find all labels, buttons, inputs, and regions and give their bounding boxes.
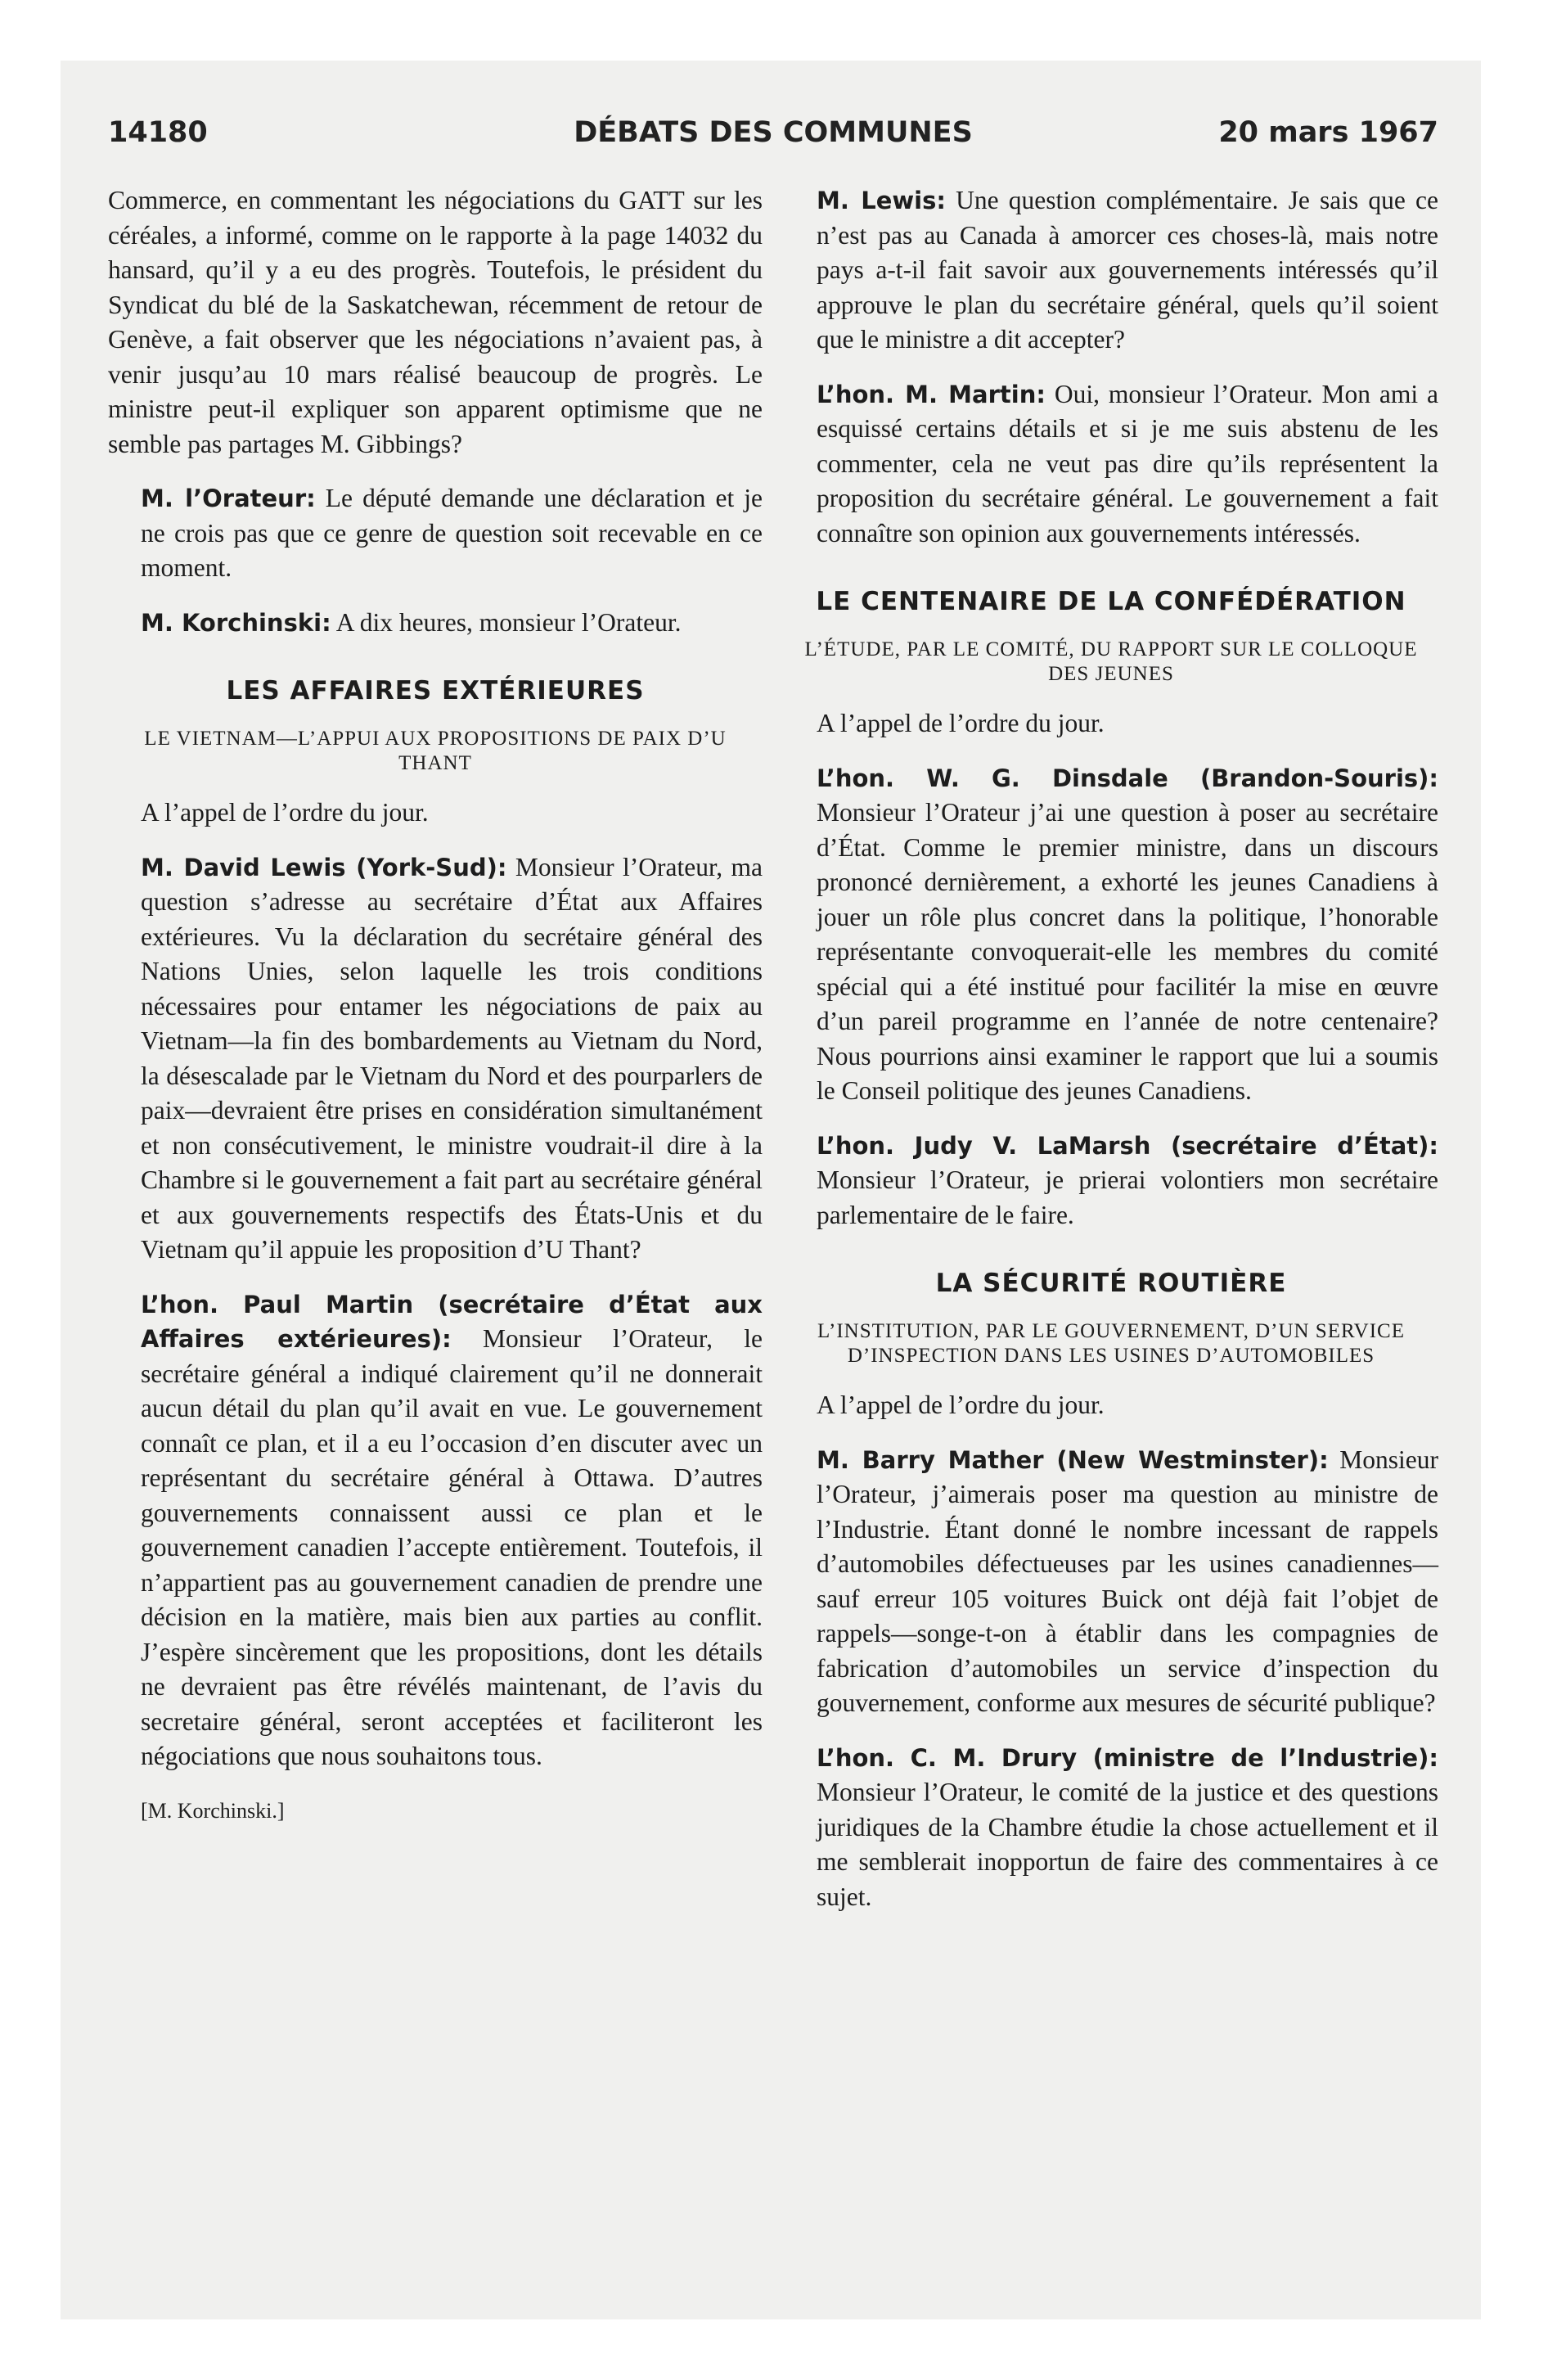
page-header <box>108 116 1438 157</box>
speaker-name: M. Korchinski: <box>141 608 331 637</box>
speaker-name: M. David Lewis (York-Sud): <box>141 853 507 881</box>
section-subtitle: LE VIETNAM—L’APPUI AUX PROPOSITIONS DE PAIX D’U THANT <box>144 728 727 774</box>
speaker-name: M. Lewis: <box>817 187 946 214</box>
speaker-name: M. Barry Mather (New Westminster): <box>817 1445 1329 1474</box>
speech: L’hon. Paul Martin (secrétaire d’État aux Affaires extérieures): Monsieur l’Orateur, le secrétaire général a indiqué clairement qu’il ne donnerait aucun détail du plan qu’il avait en vue. Le gouvernement connaît ce plan, et il a eu l’occasion d’en discuter avec un représentant du secrétaire général à Ottawa. D’autres gouvernements connaissent aussi ce plan et le gouvernement canadien l’accepte entièrement. Toutefois, il n’appartient pas au gouvernement canadien de prendre une décision en la matière, mais bien aux parties au conflit. J’espère sincèrement que les propositions, dont les détails ne devraient pas être révélés maintenant, de l’avis du secretaire général, seront acceptées et faciliteront les négociations que nous souhaitons tous. <box>141 1290 763 1770</box>
speaker-name: L’hon. Judy V. LaMarsh (secrétaire d’État): <box>817 1131 1438 1160</box>
order-of-day: A l’appel de l’ordre du jour. <box>817 709 1105 737</box>
speech: L’hon. C. M. Drury (ministre de l’Industrie): Monsieur l’Orateur, le comité de la justice et des questions juridiques de la Chambre étudie la chose actuellement et il me semblerait inopportun de faire des commentaires à ce sujet. <box>817 1743 1438 1911</box>
left-column <box>108 183 763 1828</box>
section-subtitle: L’INSTITUTION, PAR LE GOUVERNEMENT, D’UN SERVICE D’INSPECTION DANS LES USINES D’AUTOMOBILES <box>817 1320 1405 1367</box>
section-title: LES AFFAIRES EXTÉRIEURES <box>226 676 645 705</box>
section-title: LA SÉCURITÉ ROUTIÈRE <box>935 1269 1287 1298</box>
speech: M. l’Orateur: Le député demande une déclaration et je ne crois pas que ce genre de question soit recevable en ce moment. <box>141 484 763 582</box>
speaker-name: M. l’Orateur: <box>141 485 316 512</box>
speech: M. Barry Mather (New Westminster): Monsieur l’Orateur, j’aimerais poser ma question au ministre de l’Industrie. Étant donné le nombre incessant de rappels d’automobiles défectueuses par les usines canadiennes—sauf erreur 105 voitures Buick ont déjà fait l’objet de rappels—songe-t-on à établir dans les compagnies de fabrication d’automobiles un service d’inspection du gouvernement, conforme aux mesures de sécurité publique? <box>817 1445 1438 1717</box>
speech: L’hon. W. G. Dinsdale (Brandon-Souris): Monsieur l’Orateur j’ai une question à poser au secrétaire d’État. Comme le premier ministre, dans un discours prononcé dernièrement, a exhorté les jeunes Canadiens à jouer un rôle plus concret dans la politique, l’honorable représentante convoquerait-elle les membres du comité spécial qui a été institué pour facilitér la mise en œuvre d’un pareil programme en l’année de notre centenaire? Nous pourrions ainsi examiner le rapport que lui a soumis le Conseil politique des jeunes Canadiens. <box>817 764 1438 1105</box>
section-title: LE CENTENAIRE DE LA CONFÉDÉRATION <box>816 587 1406 616</box>
speaker-name: L’hon. Paul Martin (secrétaire d’État aux Affaires extérieures): <box>141 1290 763 1353</box>
speech: M. Korchinski: A dix heures, monsieur l’Orateur. <box>141 607 682 637</box>
hansard-page <box>61 61 1481 2319</box>
section-subtitle: L’ÉTUDE, PAR LE COMITÉ, DU RAPPORT SUR LE COLLOQUE DES JEUNES <box>804 638 1418 685</box>
right-column <box>784 183 1438 1934</box>
speaker-name: L’hon. W. G. Dinsdale (Brandon-Souris): <box>817 764 1438 792</box>
order-of-day: A l’appel de l’ordre du jour. <box>817 1391 1105 1419</box>
speech: M. David Lewis (York-Sud): Monsieur l’Orateur, ma question s’adresse au secrétaire d’État aux Affaires extérieures. Vu la déclaration du secrétaire général des Nations Unies, selon laquelle les trois conditions nécessaires pour entamer les négociations de paix au Vietnam—la fin des bombardements au Vietnam du Nord, la désescalade par le Vietnam du Nord et des pourparlers de paix—devraient être prises en considération simultanément et non consécutivement, le ministre voudrait-il dire à la Chambre si le gouvernement a fait part au secrétaire général et aux gouvernements respectifs des États-Unis et du Vietnam qu’il appuie les proposition d’U Thant? <box>141 852 763 1264</box>
order-of-day: A l’appel de l’ordre du jour. <box>141 798 429 827</box>
publication-title: DÉBATS DES COMMUNES <box>574 116 973 149</box>
paragraph: Commerce, en commentant les négociations du GATT sur les céréales, a informé, comme on le rapporte à la page 14032 du hansard, qu’il y a eu des progrès. Toutefois, le président du Syndicat du blé de la Saskatchewan, récemment de retour de Genève, a fait observer que les négociations n’avaient pas, à venir jusqu’au 10 mars réalisé beaucoup de progrès. Le ministre peut-il expliquer son apparent optimisme que ne semble pas partages M. Gibbings? <box>108 186 763 458</box>
speech: L’hon. Judy V. LaMarsh (secrétaire d’État): Monsieur l’Orateur, je prierai volontiers mon secrétaire parlementaire de le faire. <box>817 1131 1438 1229</box>
page-date: 20 mars 1967 <box>1218 116 1438 149</box>
footnote: [M. Korchinski.] <box>141 1798 285 1823</box>
speech: M. Lewis: Une question complémentaire. Je sais que ce n’est pas au Canada à amorcer ces choses-là, mais notre pays a-t-il fait savoir aux gouvernements intéressés qu’il approuve le plan du secrétaire général, quels qu’il soient que le ministre a dit accepter? <box>817 186 1439 354</box>
speaker-name: L’hon. M. Martin: <box>817 380 1046 408</box>
speech: L’hon. M. Martin: Oui, monsieur l’Orateur. Mon ami a esquissé certains détails et si je me suis abstenu de les commenter, cela ne veut pas dire qu’ils représentent la proposition du secrétaire général. Le gouvernement a fait connaître son opinion aux gouvernements intéressés. <box>817 379 1438 548</box>
speaker-name: L’hon. C. M. Drury (ministre de l’Industrie): <box>817 1743 1438 1772</box>
page-number: 14180 <box>108 116 208 149</box>
